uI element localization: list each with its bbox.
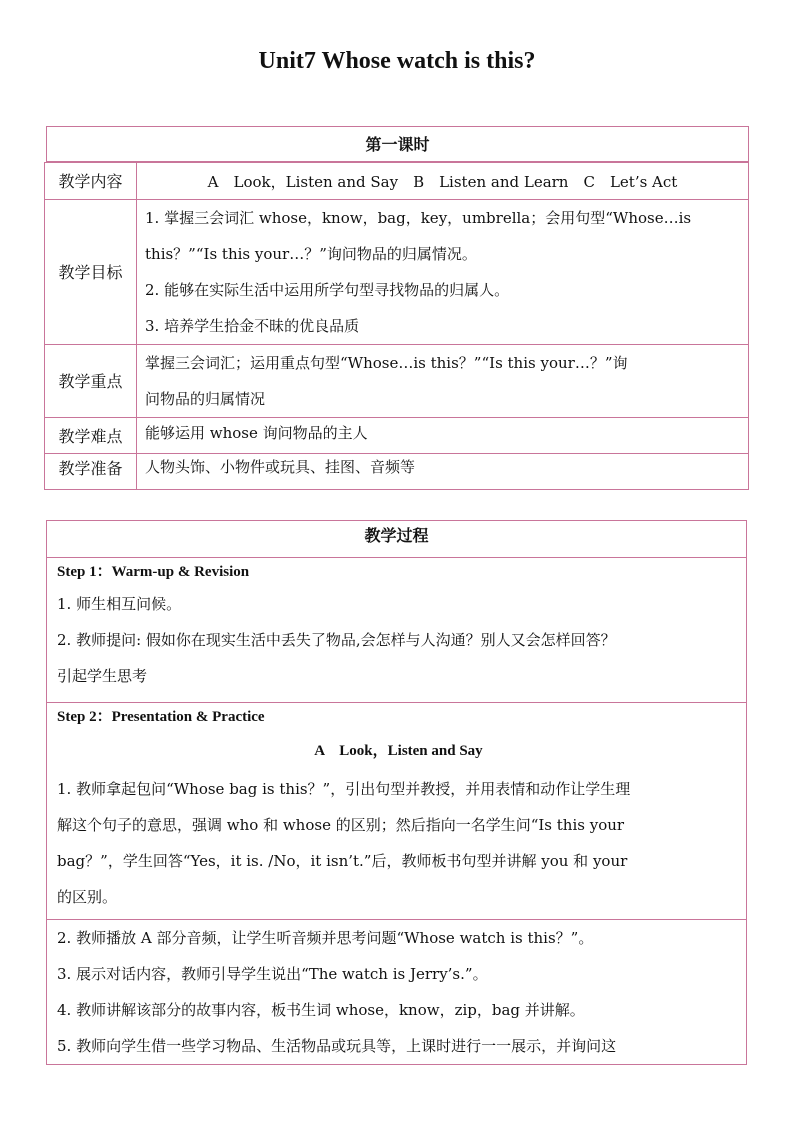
key-points-value-cell xyxy=(136,344,749,418)
difficulties-value-cell xyxy=(136,417,749,454)
key-points-line: 问物品的归属情况 xyxy=(145,390,266,408)
step3-line: 2. 教师播放 A 部分音频，让学生听音频并思考问题“Whose watch is this？”。 xyxy=(57,929,594,947)
step3-line: 5. 教师向学生借一些学习物品、生活物品或玩具等，上课时进行一一展示，并询问这 xyxy=(57,1037,617,1055)
content-value-cell xyxy=(136,162,749,200)
difficulties-value: 能够运用 whose 询问物品的主人 xyxy=(145,424,368,442)
preparation-label-cell xyxy=(44,453,137,490)
goals-label: 教学目标 xyxy=(58,263,123,282)
step3-cell xyxy=(46,919,747,1065)
document-title: Unit7 Whose watch is this? xyxy=(258,48,536,74)
key-points-label: 教学重点 xyxy=(58,372,123,391)
preparation-value-cell xyxy=(136,453,749,490)
preparation-label: 教学准备 xyxy=(58,459,123,478)
step2-line: 解这个句子的意思，强调 who 和 whose 的区别；然后指向一名学生问“Is this your xyxy=(57,816,625,834)
difficulties-label-cell xyxy=(44,417,137,454)
content-value: A Look，Listen and Say B Listen and Learn C Let’s Act xyxy=(207,173,678,191)
lesson-header-text: 第一课时 xyxy=(365,137,430,154)
step1-cell xyxy=(46,557,747,703)
lesson-header xyxy=(46,126,749,162)
difficulties-label: 教学难点 xyxy=(58,427,123,446)
step2-line: 的区别。 xyxy=(57,888,118,906)
step1-line: 2. 教师提问: 假如你在现实生活中丢失了物品,会怎样与人沟通？别人又会怎样回答？ xyxy=(57,631,616,649)
step3-line: 4. 教师讲解该部分的故事内容，板书生词 whose，know，zip，bag 并讲解。 xyxy=(57,1001,585,1019)
goals-line: 3. 培养学生拾金不昧的优良品质 xyxy=(145,317,360,335)
step3-line: 3. 展示对话内容，教师引导学生说出“The watch is Jerry’s.”。 xyxy=(57,965,488,983)
goals-line: 2. 能够在实际生活中运用所学句型寻找物品的归属人。 xyxy=(145,281,510,299)
key-points-line: 掌握三会词汇；运用重点句型“Whose…is this？”“Is this your…？”询 xyxy=(145,354,628,372)
content-label-cell xyxy=(44,162,137,200)
goals-line: this？”“Is this your…？”询问物品的归属情况。 xyxy=(145,245,477,263)
goals-value-cell xyxy=(136,199,749,345)
step2-line: 1. 教师拿起包问“Whose bag is this？”，引出句型并教授，并用表情和动作让学生理 xyxy=(57,780,631,798)
content-label: 教学内容 xyxy=(58,172,123,191)
step2-subtitle: A Look，Listen and Say xyxy=(314,743,483,759)
step1-title: Step 1：Warm-up & Revision xyxy=(57,564,250,580)
step2-title: Step 2：Presentation & Practice xyxy=(57,709,265,725)
step1-line: 引起学生思考 xyxy=(57,667,148,685)
preparation-value: 人物头饰、小物件或玩具、挂图、音频等 xyxy=(145,458,416,476)
step2-cell xyxy=(46,702,747,920)
goals-label-cell xyxy=(44,199,137,345)
step1-line: 1. 师生相互问候。 xyxy=(57,595,182,613)
step2-line: bag？”，学生回答“Yes，it is. /No，it isn’t.”后，教师板书句型并讲解 you 和 your xyxy=(57,852,628,870)
process-header xyxy=(46,520,747,558)
process-header-text: 教学过程 xyxy=(364,528,429,545)
goals-line: 1. 掌握三会词汇 whose，know，bag，key，umbrella；会用句型“Whose…is xyxy=(145,209,692,227)
key-points-label-cell xyxy=(44,344,137,418)
